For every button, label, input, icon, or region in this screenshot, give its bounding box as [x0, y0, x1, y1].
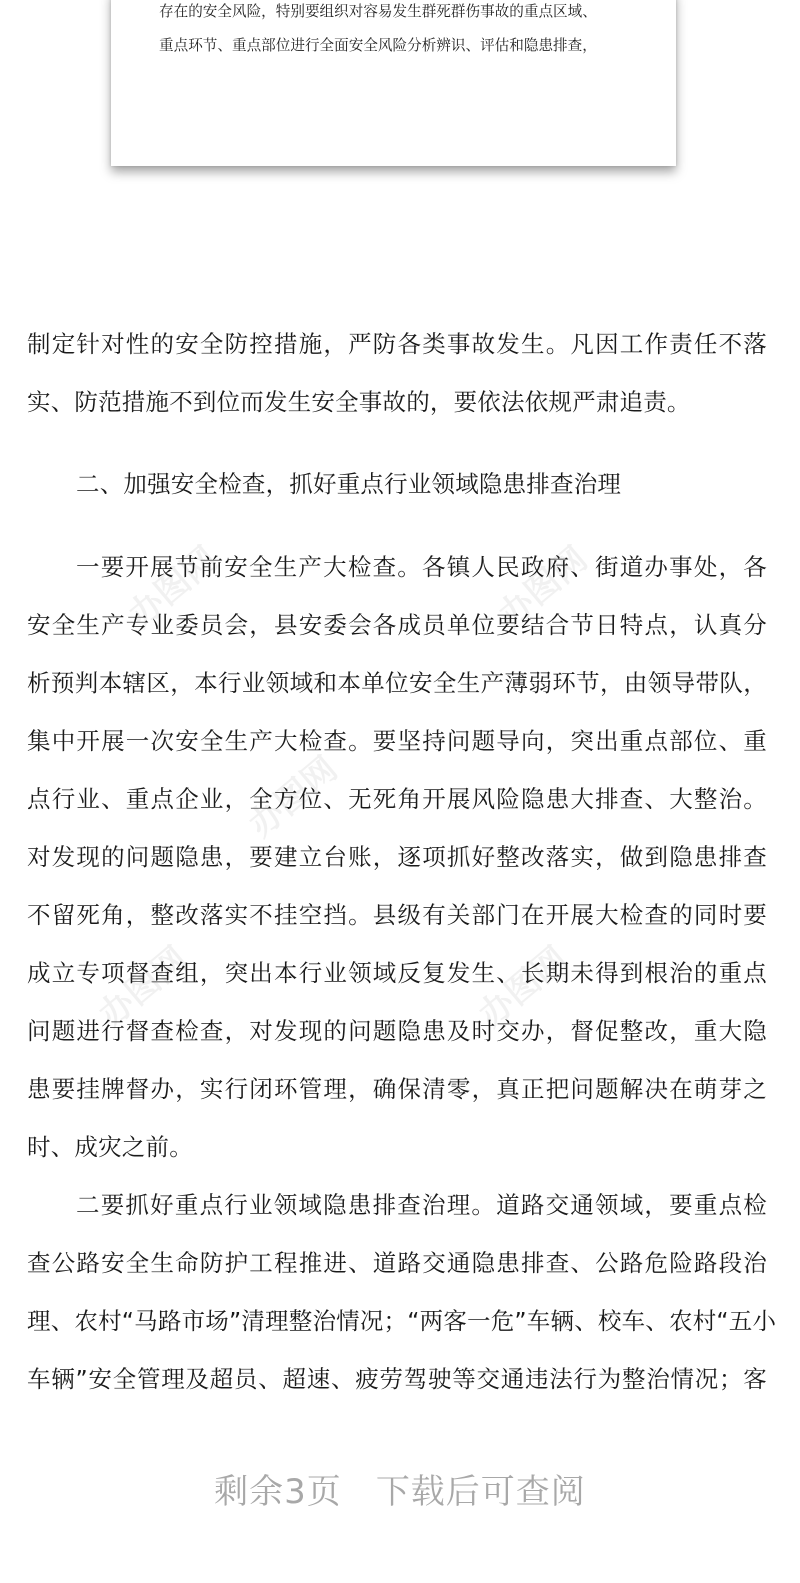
download-to-view-label: 下载后可查阅 — [375, 1472, 586, 1512]
watermark: 办图网 — [121, 539, 226, 636]
watermark: 办图网 — [471, 939, 576, 1036]
paragraph-line: 车辆”安全管理及超员、超速、疲劳驾驶等交通违法行为整治情况；客 — [27, 1365, 767, 1393]
paragraph-line: 查公路安全生命防护工程推进、道路交通隐患排查、公路危险路段治 — [27, 1249, 767, 1277]
paragraph-line: 安全生产专业委员会，县安委会各成员单位要结合节日特点，认真分 — [27, 611, 767, 639]
paragraph-line: 成立专项督查组，突出本行业领域反复发生、长期未得到根治的重点 — [27, 959, 767, 987]
paragraph-line: 二要抓好重点行业领域隐患排查治理。道路交通领域，要重点检 — [76, 1191, 767, 1219]
paragraph-line: 实、防范措施不到位而发生安全事故的，要依法依规严肃追责。 — [27, 388, 691, 416]
paragraph-line: 理、农村“马路市场”清理整治情况；“两客一危”车辆、校车、农村“五小 — [27, 1307, 777, 1335]
paragraph-line: 时、成灾之前。 — [27, 1133, 193, 1161]
preview-text-line: 存在的安全风险，特别要组织对容易发生群死群伤事故的重点区域、 — [159, 3, 597, 20]
preview-text-line: 重点环节、重点部位进行全面安全风险分析辨识、评估和隐患排查， — [159, 37, 597, 54]
paragraph-line: 不留死角，整改落实不挂空挡。县级有关部门在开展大检查的同时要 — [27, 901, 767, 929]
section-heading: 二、加强安全检查，抓好重点行业领域隐患排查治理 — [76, 470, 622, 498]
watermark: 办图网 — [241, 749, 346, 846]
paragraph-line: 问题进行督查检查，对发现的问题隐患及时交办，督促整改，重大隐 — [27, 1017, 767, 1045]
paragraph-line: 对发现的问题隐患，要建立台账，逐项抓好整改落实，做到隐患排查 — [27, 843, 767, 871]
preview-page-card — [111, 0, 676, 166]
paragraph-line: 患要挂牌督办，实行闭环管理，确保清零，真正把问题解决在萌芽之 — [27, 1075, 767, 1103]
watermark: 办图网 — [91, 939, 196, 1036]
paragraph-line: 一要开展节前安全生产大检查。各镇人民政府、街道办事处，各 — [76, 553, 767, 581]
paragraph-line: 析预判本辖区，本行业领域和本单位安全生产薄弱环节，由领导带队， — [27, 669, 767, 697]
paragraph-line: 集中开展一次安全生产大检查。要坚持问题导向，突出重点部位、重 — [27, 727, 767, 755]
paragraph-line: 点行业、重点企业，全方位、无死角开展风险隐患大排查、大整治。 — [27, 785, 767, 813]
watermark: 办图网 — [491, 539, 596, 636]
paragraph-line: 制定针对性的安全防控措施，严防各类事故发生。凡因工作责任不落 — [27, 330, 767, 358]
download-prompt[interactable] — [0, 1470, 800, 1514]
remaining-pages-label: 剩余3页 — [214, 1472, 342, 1512]
